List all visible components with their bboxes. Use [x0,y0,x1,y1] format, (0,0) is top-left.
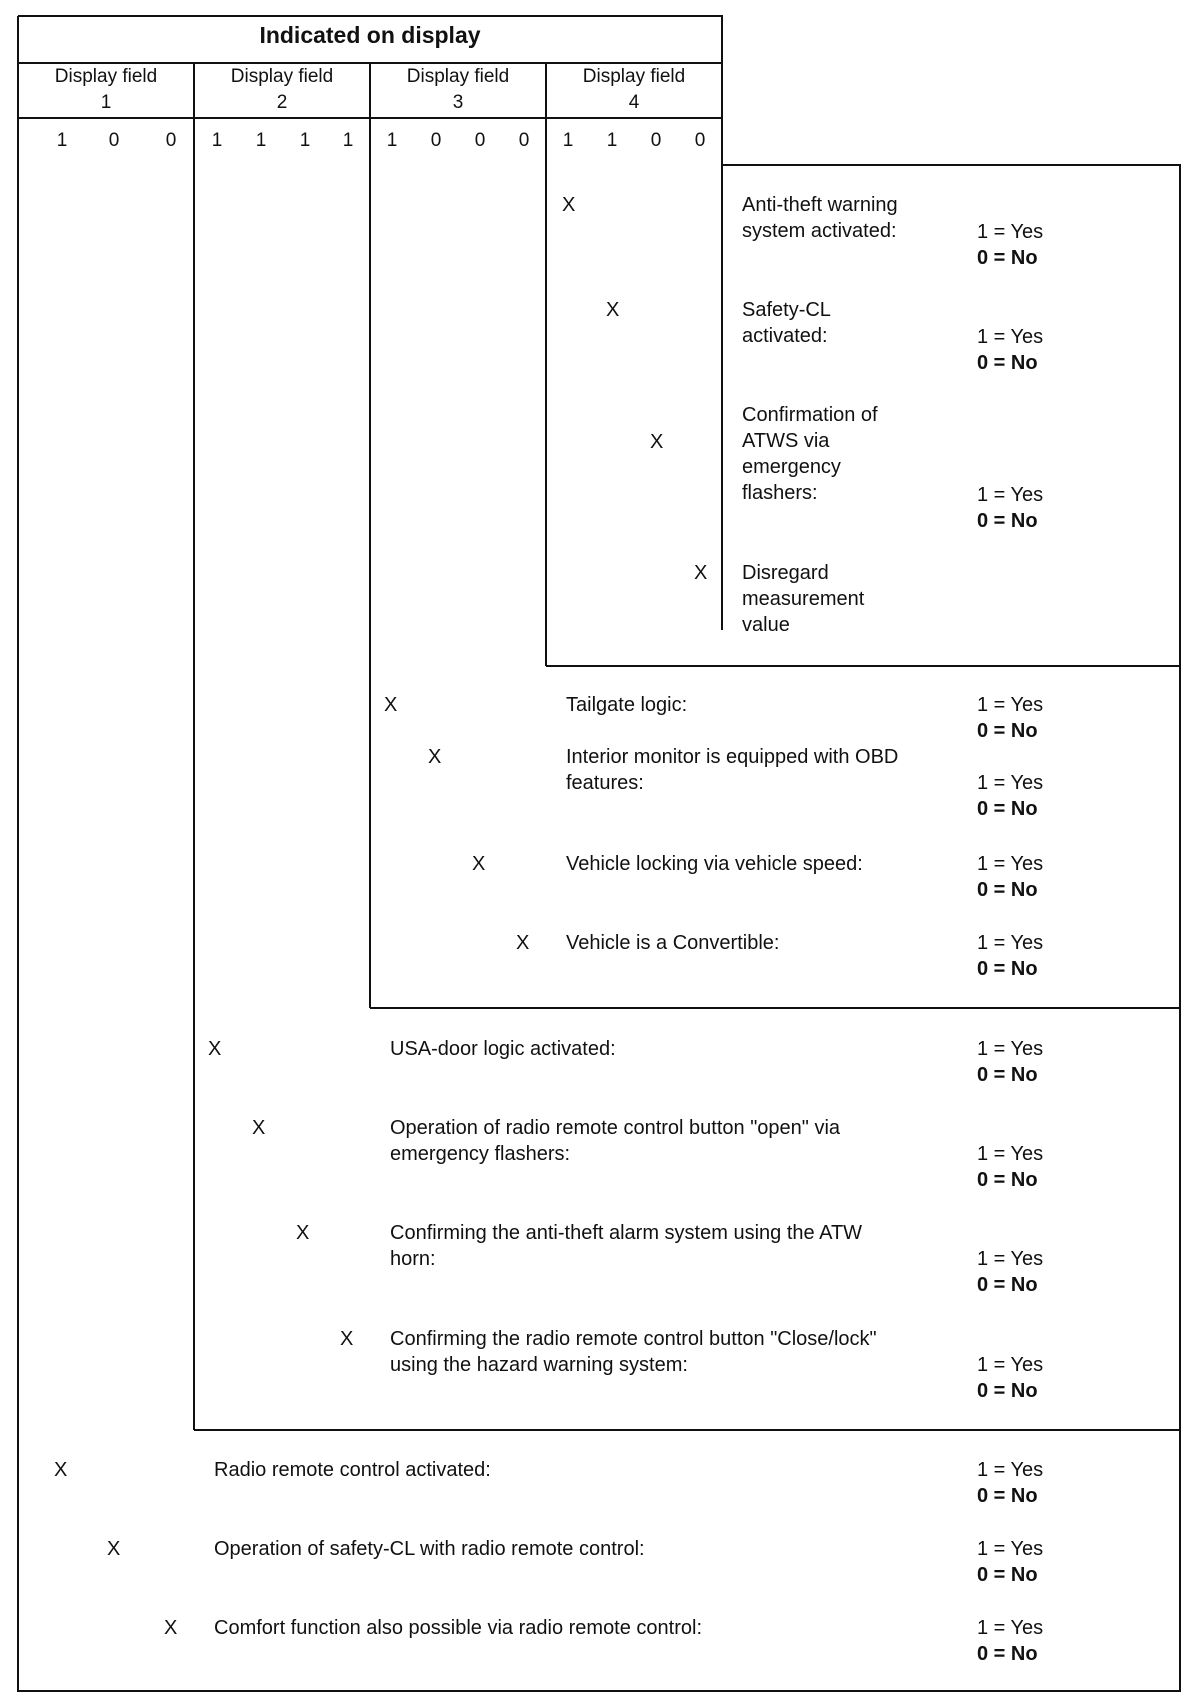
field3-item1-marker: X [384,694,398,716]
field3-item4-label: Vehicle is a Convertible: [566,932,780,954]
field4-item2-values [977,324,1043,376]
no-value: 0 = No [977,879,1038,901]
display-title: Indicated on display [259,22,481,48]
field1-item2-label: Operation of safety-CL with radio remote control: [214,1538,645,1560]
no-value: 0 = No [977,1643,1038,1665]
field3-item2-label: Interior monitor is equipped with OBD features: [566,746,899,794]
field3-item3-label: Vehicle locking via vehicle speed: [566,853,863,875]
field2-item1-label: USA-door logic activated: [390,1038,616,1060]
no-value: 0 = No [977,1169,1038,1191]
field2-item2-label: Operation of radio remote control button "open" via emergency flashers: [390,1117,841,1165]
field3-item3-values [977,851,1043,903]
field3-item1-values [977,692,1043,744]
display-field-1-label: Display field [54,66,158,87]
no-value: 0 = No [977,798,1038,820]
field4-digit-2: 1 [606,130,618,151]
no-value: 0 = No [977,510,1038,532]
field2-item3-values [977,1246,1043,1298]
yes-value: 1 = Yes [977,1459,1044,1481]
field3-digit-4: 0 [518,130,530,151]
field1-item3-values [977,1615,1043,1667]
no-value: 0 = No [977,1274,1038,1296]
field4-item4-marker: X [694,562,708,584]
field3-digit-2: 0 [430,130,442,151]
field1-item1-marker: X [54,1459,68,1481]
field2-digit-3: 1 [299,130,311,151]
display-field-2-number: 2 [276,92,288,113]
field4-item3-label: Confirmation of ATWS via emergency flashers: [742,404,878,504]
field3-item1-label: Tailgate logic: [566,694,688,716]
yes-value: 1 = Yes [977,853,1044,875]
yes-value: 1 = Yes [977,1038,1044,1060]
field4-item4-label: Disregard measurement value [742,562,865,636]
field4-item2-label: Safety-CL activated: [742,299,831,347]
no-value: 0 = No [977,247,1038,269]
display-field-1-number: 1 [100,92,112,113]
yes-value: 1 = Yes [977,1143,1044,1165]
yes-value: 1 = Yes [977,694,1044,716]
display-field-1-header [18,64,194,116]
yes-value: 1 = Yes [977,932,1044,954]
field4-item1-values [977,219,1043,271]
yes-value: 1 = Yes [977,1617,1044,1639]
field2-digit-1: 1 [211,130,223,151]
field4-item2-marker: X [606,299,620,321]
field4-item3-marker: X [650,431,664,453]
field1-item3-marker: X [164,1617,178,1639]
field1-item2-values [977,1536,1043,1588]
display-field-3-number: 3 [452,92,464,113]
field2-item1-marker: X [208,1038,222,1060]
field2-digit-4: 1 [342,130,354,151]
field2-item2-marker: X [252,1117,266,1139]
no-value: 0 = No [977,352,1038,374]
field4-item1-label: Anti-theft warning system activated: [742,194,898,242]
field1-digit-3: 0 [165,130,177,151]
yes-value: 1 = Yes [977,326,1044,348]
field3-item4-marker: X [516,932,530,954]
field1-item2-marker: X [107,1538,121,1560]
display-field-2-header [194,64,370,116]
field2-item4-label: Confirming the radio remote control button "Close/lock" using the hazard warning system: [390,1328,877,1376]
no-value: 0 = No [977,1564,1038,1586]
field3-item2-values [977,770,1043,822]
field3-item4-values [977,930,1043,982]
field3-digit-1: 1 [386,130,398,151]
display-field-3-header [370,64,546,116]
yes-value: 1 = Yes [977,1354,1044,1376]
yes-value: 1 = Yes [977,772,1044,794]
field2-item4-marker: X [340,1328,354,1350]
field3-item3-marker: X [472,853,486,875]
yes-value: 1 = Yes [977,484,1044,506]
field1-digit-2: 0 [108,130,120,151]
display-field-4-header [546,64,722,116]
display-field-4-label: Display field [582,66,686,87]
yes-value: 1 = Yes [977,1248,1044,1270]
field3-box [370,666,1180,1008]
field4-item3-values [977,482,1043,534]
field4-item1-marker: X [562,194,576,216]
field1-item3-label: Comfort function also possible via radio remote control: [214,1617,703,1639]
display-field-4-number: 4 [628,92,640,113]
yes-value: 1 = Yes [977,1538,1044,1560]
no-value: 0 = No [977,1064,1038,1086]
field3-item2-marker: X [428,746,442,768]
display-field-2-label: Display field [230,66,334,87]
field1-digit-1: 1 [56,130,68,151]
field4-digit-3: 0 [650,130,662,151]
field1-item1-label: Radio remote control activated: [214,1459,491,1481]
display-field-3-label: Display field [406,66,510,87]
yes-value: 1 = Yes [977,221,1044,243]
field2-item1-values [977,1036,1043,1088]
field2-item3-label: Confirming the anti-theft alarm system using the ATW horn: [390,1222,863,1270]
field4-digit-1: 1 [562,130,574,151]
field3-digit-3: 0 [474,130,486,151]
no-value: 0 = No [977,1380,1038,1402]
no-value: 0 = No [977,1485,1038,1507]
field2-item2-values [977,1141,1043,1193]
field2-item4-values [977,1352,1043,1404]
no-value: 0 = No [977,720,1038,742]
field2-digit-2: 1 [255,130,267,151]
field2-item3-marker: X [296,1222,310,1244]
no-value: 0 = No [977,958,1038,980]
field1-item1-values [977,1457,1043,1509]
field4-digit-4: 0 [694,130,706,151]
